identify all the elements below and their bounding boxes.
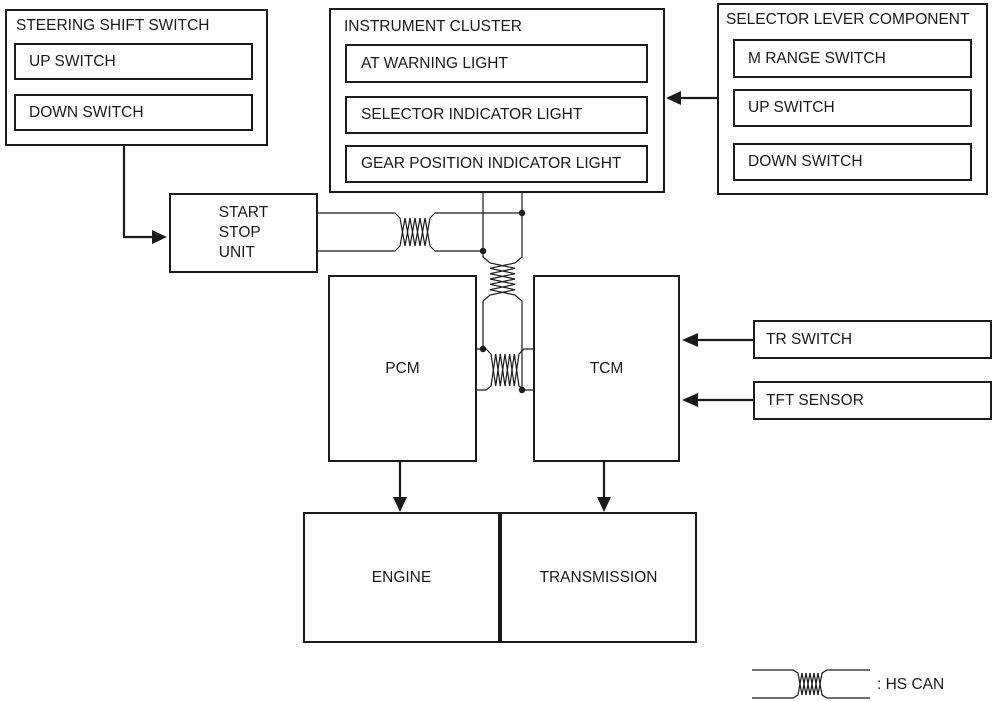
arrow-tr-switch-to-tcm: [682, 333, 753, 347]
tr-switch-label: TR SWITCH: [766, 330, 853, 348]
junction-dot: [519, 387, 525, 393]
tr-switch-box: [753, 320, 992, 359]
twisted-pair-icon: [483, 193, 515, 349]
selector-indicator-light-label: SELECTOR INDICATOR LIGHT: [361, 106, 583, 123]
engine-box: [303, 512, 500, 643]
hs-can-legend-label: : HS CAN: [877, 676, 945, 693]
start-stop-unit-label: START STOP UNIT: [218, 204, 269, 261]
selector-down-switch-label: DOWN SWITCH: [748, 153, 863, 170]
arrow-steering-to-start-stop: [124, 146, 167, 244]
instrument-cluster-box: [329, 8, 665, 193]
instrument-cluster-title: INSTRUMENT CLUSTER: [344, 18, 522, 35]
arrow-tcm-to-transmission: [597, 462, 611, 512]
down-switch-label: DOWN SWITCH: [29, 103, 144, 121]
junction-dot: [480, 346, 486, 352]
selector-lever-component-title: SELECTOR LEVER COMPONENT: [726, 11, 970, 28]
tft-sensor-box: [753, 381, 992, 420]
at-warning-light-box: [345, 44, 648, 83]
steering-shift-switch-title: STEERING SHIFT SWITCH: [16, 17, 210, 34]
gear-position-indicator-light-label: GEAR POSITION INDICATOR LIGHT: [361, 155, 622, 172]
tft-sensor-label: TFT SENSOR: [766, 391, 864, 409]
engine-label: ENGINE: [371, 568, 432, 586]
start-stop-unit-box: [169, 193, 318, 273]
selector-down-switch-box: [733, 143, 972, 181]
selector-up-switch-box: [733, 89, 972, 127]
gear-position-indicator-light-box: [345, 145, 648, 183]
m-range-switch-label: M RANGE SWITCH: [748, 49, 886, 67]
pcm-label: PCM: [385, 359, 420, 377]
twisted-pair-icon: [318, 213, 522, 246]
arrow-tft-sensor-to-tcm: [682, 393, 753, 407]
down-switch-box: [14, 94, 253, 131]
up-switch-box: [14, 43, 253, 80]
selector-indicator-light-box: [345, 96, 648, 134]
selector-up-switch-label: UP SWITCH: [748, 99, 835, 116]
arrow-selector-to-cluster: [666, 91, 717, 105]
hs-can-bus-cluster-drop: [483, 193, 522, 390]
tcm-label: TCM: [589, 359, 624, 377]
hs-can-bus-pcm-tcm: [477, 349, 533, 390]
hs-can-bus-start-stop: [318, 213, 522, 251]
arrow-pcm-to-engine: [393, 462, 407, 512]
at-warning-light-label: AT WARNING LIGHT: [361, 54, 508, 72]
up-switch-label: UP SWITCH: [29, 52, 116, 70]
m-range-switch-box: [733, 39, 972, 78]
transmission-box: [500, 512, 697, 643]
tcm-box: [533, 275, 680, 462]
legend-twisted-pair-icon: [752, 670, 870, 698]
selector-lever-component-box: [717, 3, 988, 195]
junction-dot: [519, 210, 525, 216]
pcm-box: [328, 275, 477, 462]
steering-shift-switch-box: [5, 9, 268, 146]
transmission-label: TRANSMISSION: [539, 568, 658, 586]
junction-dot: [480, 248, 486, 254]
